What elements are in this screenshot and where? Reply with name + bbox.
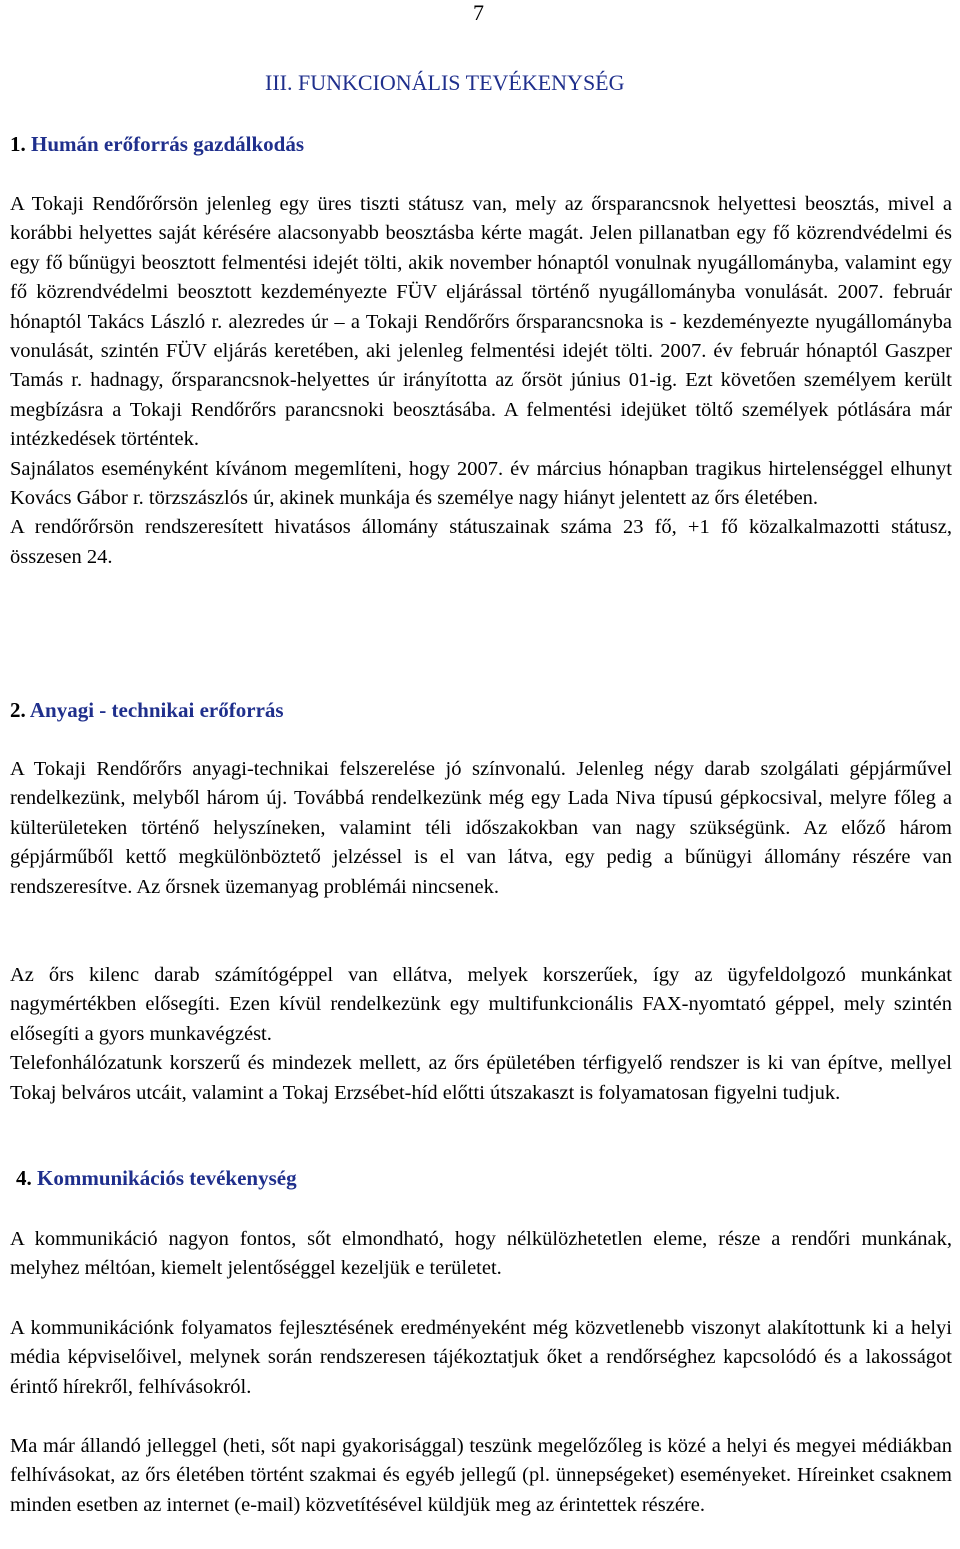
section-heading-material-technical (10, 698, 284, 723)
paragraph: A rendőrőrsön rendszeresített hivatásos állomány státuszainak száma 23 fő, +1 fő közalkalmazotti státusz, összesen 24. (10, 516, 952, 568)
section-body-material-technical-1 (10, 755, 952, 902)
section-body-human-resources (10, 190, 952, 572)
paragraph: Az őrs kilenc darab számítógéppel van ellátva, melyek korszerűek, így az ügyfeldolgozó munkánkat nagymértékben elősegíti. Ezen kívül rendelkezünk egy multifunkcionális FAX-nyomtató géppel, mely szintén elősegíti a gyors munkavégzést. (10, 964, 952, 1045)
section-body-communication-2 (10, 1314, 952, 1402)
section-title: Humán erőforrás gazdálkodás (31, 132, 304, 156)
section-title: Kommunikációs tevékenység (37, 1166, 297, 1190)
paragraph: Telefonhálózatunk korszerű és mindezek mellett, az őrs épületében térfigyelő rendszer is ki van építve, mellyel Tokaj belváros utcáit, valamint a Tokaj Erzsébet-híd előtti útszakaszt is folyamatosan figyelni tudjuk. (10, 1052, 952, 1104)
paragraph: A kommunikáció nagyon fontos, sőt elmondható, hogy nélkülözhetetlen eleme, része a rendőri munkának, melyhez méltóan, kiemelt jelentőséggel kezeljük e területet. (10, 1228, 952, 1280)
section-number: 1. (10, 132, 26, 156)
paragraph: A Tokaji Rendőrőrsön jelenleg egy üres tiszti státusz van, mely az őrsparancsnok helyettesi beosztás, mivel a korábbi helyettes saját kérésére alacsonyabb beosztásba kérte magát. Jelen pillanatban egy fő közrendvédelmi és egy fő bűnügyi beosztott felmentési idejét tölti, akik november hónaptól vonulnak nyugállományba, valamint egy fő közrendvédelmi beosztott kezdeményezte FÜV eljárással történő nyugállományba vonulását. 2007. február hónaptól Takács László r. alezredes úr – a Tokaji Rendőrőrs őrsparancsnoka is - kezdeményezte nyugállományba vonulását, szintén FÜV eljárás keretében, aki jelenleg felmentési idejét tölti. 2007. év február hónaptól Gaszper Tamás r. hadnagy, őrsparancsnok-helyettes úr irányította az őrsöt június 01-ig. Ezt követően személyem került megbízásra a Tokaji Rendőrőrs parancsnoki beosztásába. A felmentési idejüket töltő személyek pótlására már intézkedések történtek. (10, 193, 952, 451)
section-number: 2. (10, 698, 26, 722)
section-heading-human-resources (10, 132, 304, 157)
section-heading-communication (16, 1166, 297, 1191)
paragraph: A Tokaji Rendőrőrs anyagi-technikai felszerelése jó színvonalú. Jelenleg négy darab szolgálati gépjárművel rendelkezünk, melyből három új. Továbbá rendelkezünk még egy Lada Niva típusú gépkocsival, melyre főleg a külterületeken történő helyszíneken, valamint téli időszakokban van nagy szükségünk. Az előző három gépjárműből kettő megkülönböztető jelzéssel is el van látva, egy pedig a bűnügyi állomány részére van rendszeresítve. Az őrsnek üzemanyag problémái nincsenek. (10, 758, 952, 898)
section-body-material-technical-2 (10, 961, 952, 1108)
chapter-title: III. FUNKCIONÁLIS TEVÉKENYSÉG (265, 70, 625, 95)
paragraph: Ma már állandó jelleggel (heti, sőt napi gyakorisággal) teszünk megelőzőleg is közé a helyi és megyei médiákban felhívásokat, az őrs életében történt szakmai és egyéb jellegű (pl. ünnepségeket) eseményeket. Híreinket csaknem minden esetben az internet (e-mail) közvetítésével küldjük meg az érintettek részére. (10, 1435, 952, 1516)
page-number: 7 (473, 0, 484, 25)
paragraph: A kommunikációnk folyamatos fejlesztésének eredményeként még közvetlenebb viszonyt alakítottunk ki a helyi média képviselőivel, melynek során rendszeresen tájékoztatjuk őket a rendőrséghez kapcsolódó és a lakosságot érintő hírekről, felhívásokról. (10, 1317, 952, 1398)
section-body-communication-1 (10, 1225, 952, 1284)
section-title: Anyagi - technikai erőforrás (29, 698, 284, 722)
section-body-communication-3 (10, 1432, 952, 1520)
section-number: 4. (16, 1166, 32, 1190)
paragraph: Sajnálatos eseményként kívánom megemlíteni, hogy 2007. év március hónapban tragikus hirtelenséggel elhunyt Kovács Gábor r. törzszászlós úr, akinek munkája és személye nagy hiányt jelentett az őrs életében. (10, 457, 952, 510)
